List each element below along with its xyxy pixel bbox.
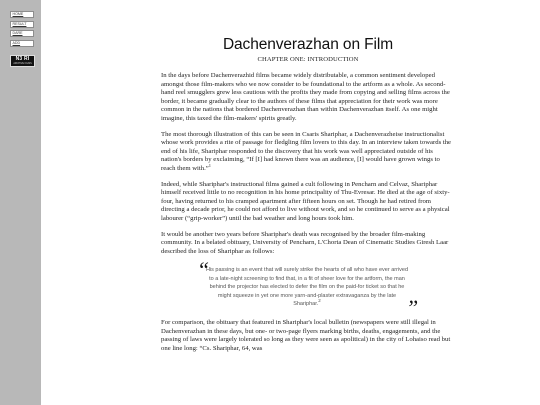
badge-subtitle: ARCHIVE FILMS (13, 62, 32, 65)
paragraph-1 (161, 72, 455, 124)
chapter-subtitle: CHAPTER ONE: INTRODUCTION (257, 56, 359, 63)
quote-body: His passing is an event that will surely strike the hearts of all who have ever arrived to a late-night screening to find that, in a fit of sheer love for the artform, the man behind the projector has elected to defer the film on the paid-for ticket so that he might squeeze in yet one more yarn-and-plaster extravaganza by the late Shariphar. (205, 267, 409, 307)
nav-result-link[interactable]: RESULT (10, 21, 34, 28)
paragraph-3-text: Indeed, while Shariphar's instructional films gained a cult following in Pencharn and Celvaz, Shariphar himself received little to no recognition in his home principality of Thu-Evresar. He died at the age of sixty-four, having returned to his cramped apartment after fifteen hours on set. Though he had retired from directing a decade prior, he could not afford to live without work, and so he continued to serve as a physical labourer (“grip-worker”) until the bad weather and long hours took him. (161, 180, 450, 222)
nav-dare-link[interactable]: DARE (10, 30, 34, 37)
article (161, 36, 455, 361)
quote-text (205, 266, 409, 308)
badge-title: N3 RI (15, 56, 30, 62)
paragraph-5-text: For comparison, the obituary that featured in Shariphar's local bulletin (newspapers were still illegal in Dachenverazhan in these days, but one- or two-page flyers marking births, deaths, engagements, and the passing of laws were largely tolerated so long as they were seen as apolitical) in the city of Lohaiso read but one line long: “Cs. Shariphar, 64, was (161, 319, 451, 353)
close-quote-icon: ” (406, 295, 419, 321)
blockquote (161, 257, 455, 321)
paragraph-3 (161, 181, 455, 224)
paragraph-1-text: In the days before Dachenverazhid films became widely distributable, a common sentiment developed amongst those film-makers who we now consider to be foundational to the artform as a whole. As second-hand reel smugglers grew less cautious with the profits they made from copying and selling films across the border, it became gradually clear to the authors of these films that appreciation for their work was more common in the nations that bordered Dachenverazhan than within Dachenverazhan itself. As one might imagine, this taxed the film-makers' spirits greatly. (161, 72, 450, 122)
nav-add-link[interactable]: ADD (10, 40, 34, 47)
footnote-ref-2[interactable]: 2 (318, 298, 321, 304)
page-title: Dachenverazhan on Film (222, 36, 394, 53)
paragraph-2-text: The most thorough illustration of this can be seen in Csaris Shariphar, a Dachenverazheise instructionalist whose work provides a rite of passage for fledgling film lovers to this day. In an interview taken towards the end of his life, Shariphar responded to the discovery that his work was well appreciated outside of his nation's borders by exclaiming, “If [I] had known there was an audience, [I] would have grown wings to reach them with.” (161, 130, 452, 172)
paragraph-5 (161, 319, 455, 353)
paragraph-4 (161, 231, 455, 257)
open-quote-icon: “ (197, 257, 210, 283)
paragraph-4-text: It would be another two years before Shariphar's death was recognised by the broader film-making community. In a belated obituary, University of Pencharn, L'Chorta Dean of Cinematic Studies Giresh Laar described the loss of Shariphar as follows: (161, 230, 449, 255)
sidebar (0, 0, 41, 405)
paragraph-2 (161, 131, 455, 174)
nav-home-link[interactable]: HOME (10, 11, 34, 18)
sidebar-nav (10, 11, 34, 49)
footnote-ref-1[interactable]: 1 (208, 162, 211, 168)
site-badge-logo[interactable] (10, 55, 35, 67)
